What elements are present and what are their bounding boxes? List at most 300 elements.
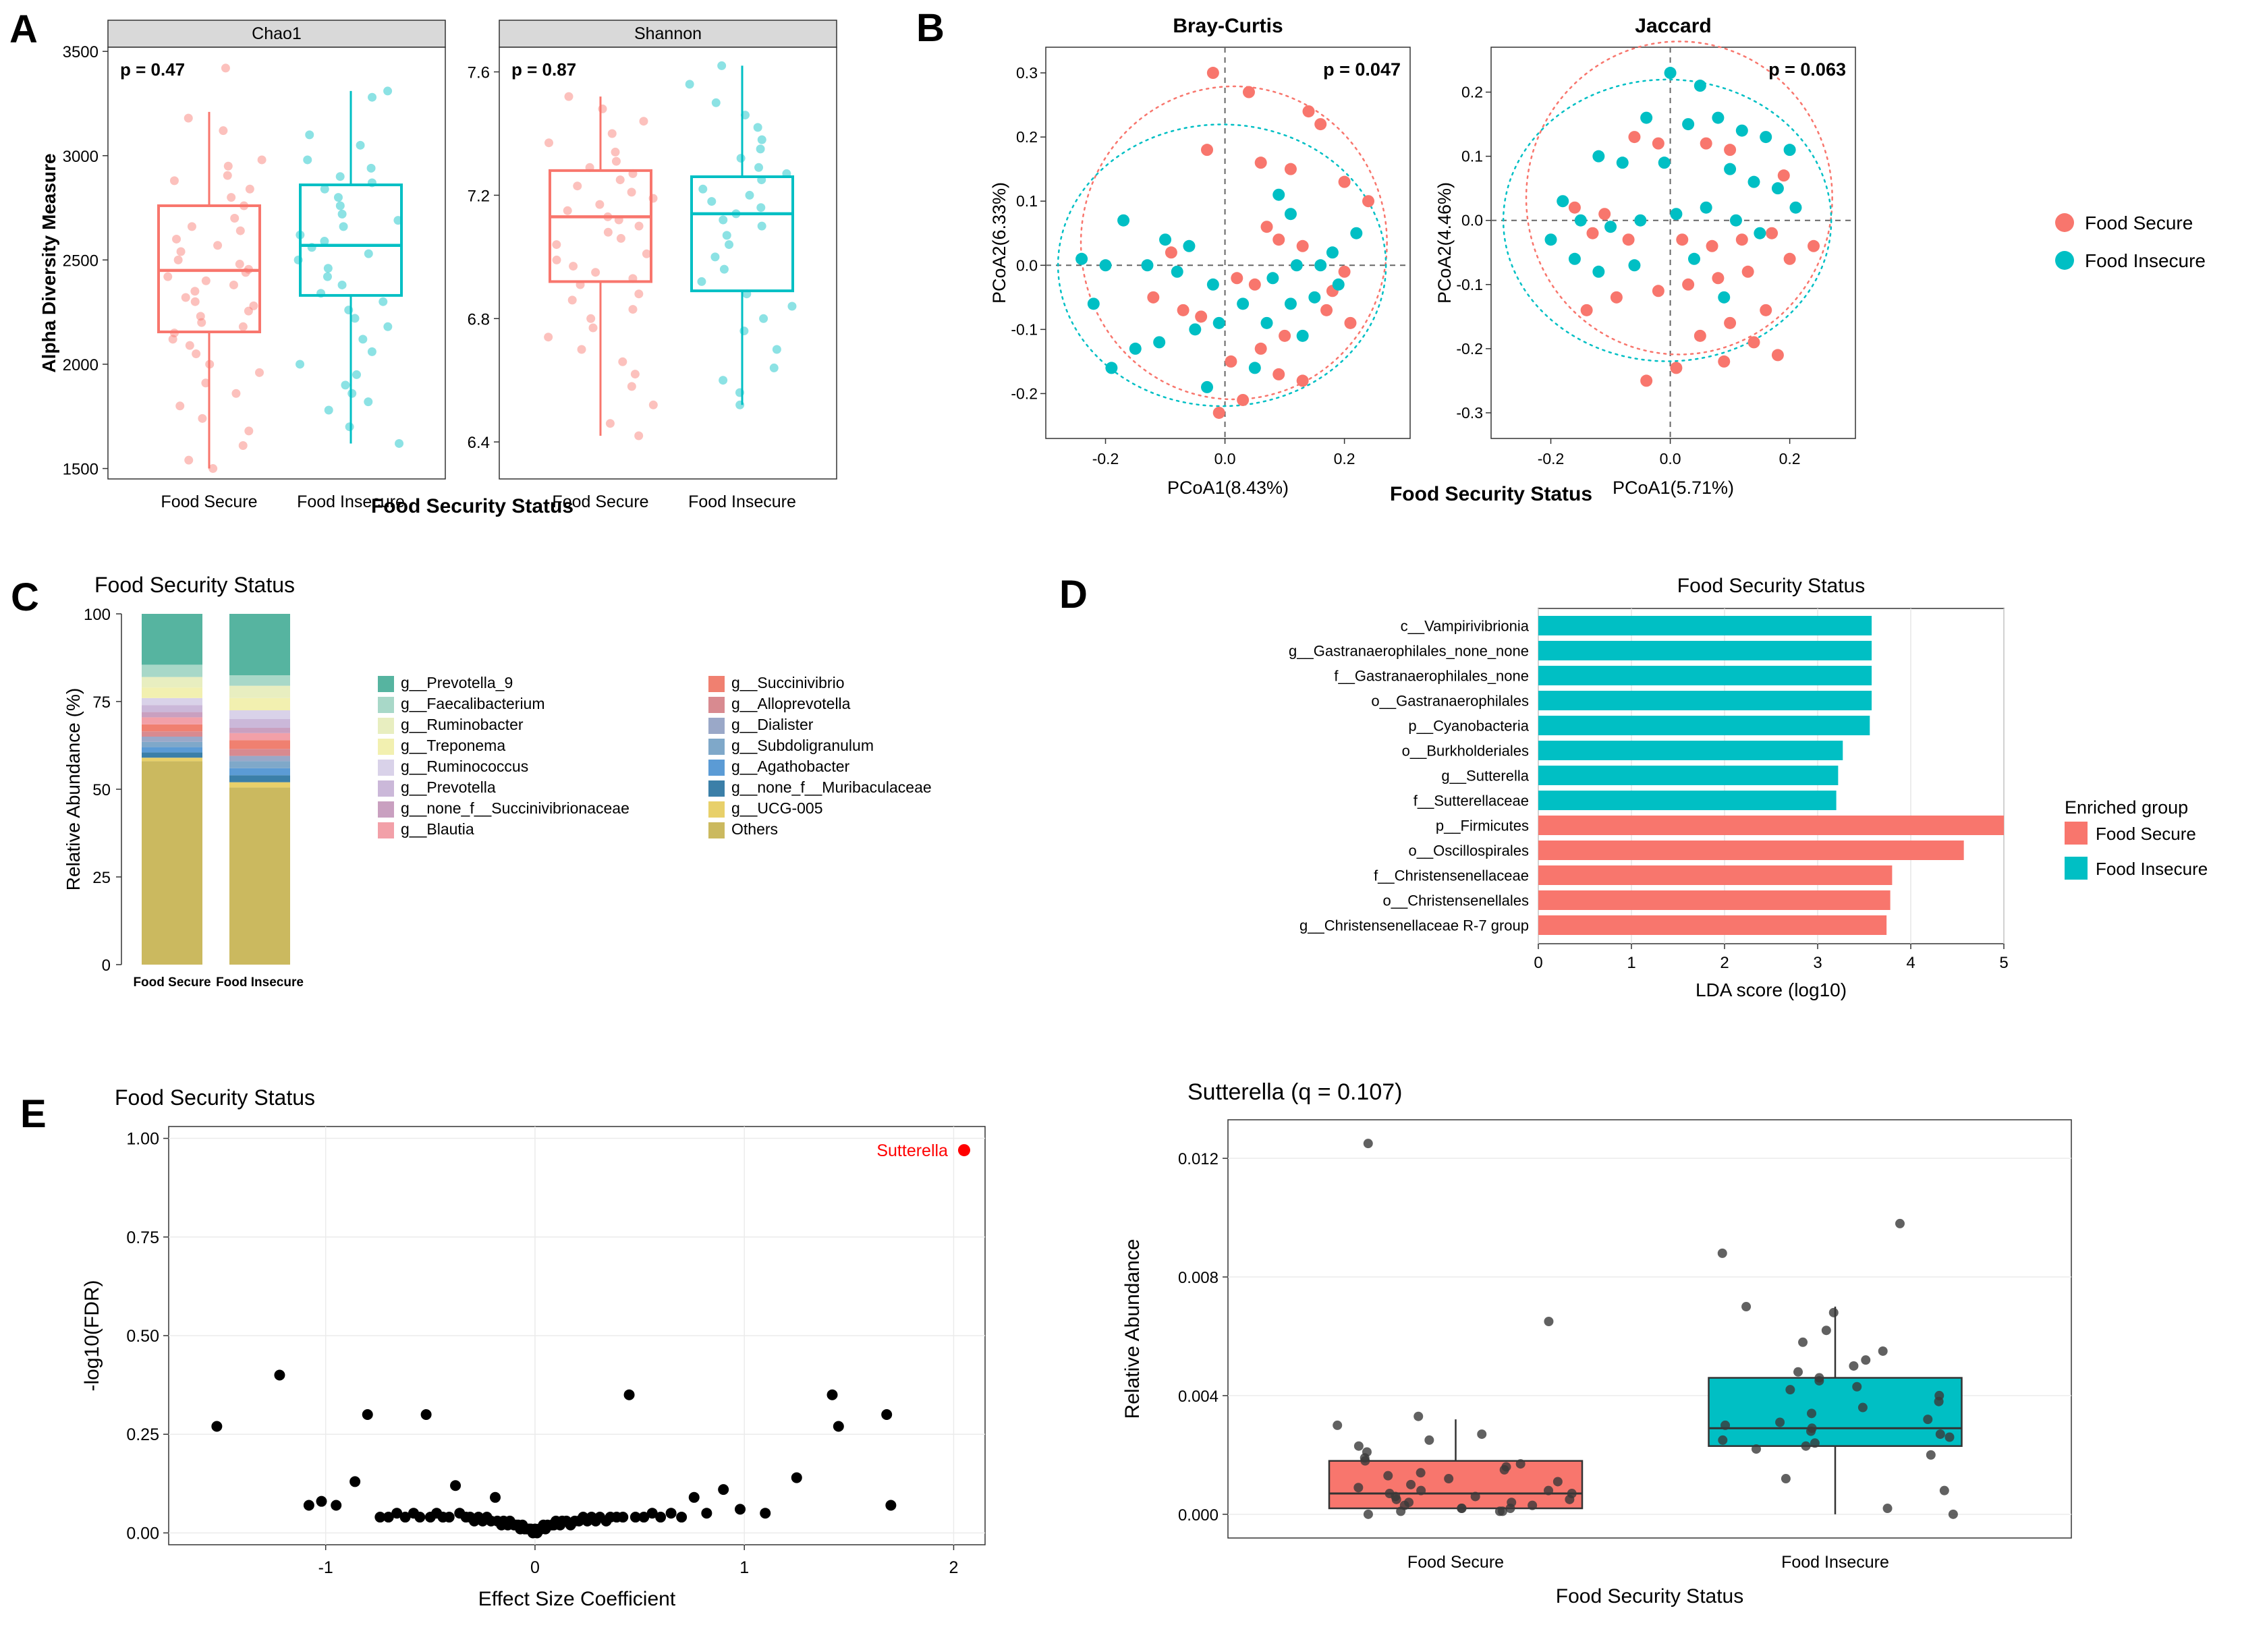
legend-swatch (378, 780, 394, 797)
legend-label: g__Faecalibacterium (401, 695, 545, 712)
legend-swatch (2055, 213, 2074, 232)
data-point (1784, 144, 1796, 156)
data-point (563, 206, 572, 215)
lda-bar (1538, 841, 1964, 860)
data-point (188, 222, 196, 231)
data-point (564, 92, 573, 101)
data-point (1926, 1450, 1936, 1460)
legend-label: g__none_f__Succinivibrionaceae (401, 799, 629, 817)
data-point (235, 260, 244, 268)
data-point (1231, 272, 1243, 284)
data-point (1586, 227, 1598, 239)
p-value-annotation: p = 0.063 (1768, 59, 1846, 80)
data-point (1724, 163, 1736, 175)
data-point (1688, 253, 1700, 265)
stack-segment (229, 710, 290, 719)
data-point (304, 1500, 314, 1511)
data-point (1760, 131, 1772, 143)
data-point (255, 368, 264, 377)
data-point (163, 273, 172, 281)
data-point (1471, 1491, 1480, 1501)
data-point (735, 1504, 746, 1514)
data-point (323, 273, 332, 281)
data-point (725, 240, 733, 249)
p-value-annotation: p = 0.047 (1323, 59, 1401, 80)
y-tick-label: 0.0 (1016, 256, 1038, 275)
legend-label: g__UCG-005 (731, 799, 823, 817)
data-point (1457, 1504, 1467, 1513)
data-point (628, 305, 637, 314)
plot-title: Bray-Curtis (1173, 15, 1283, 37)
data-point (595, 200, 604, 209)
stack-segment (229, 768, 290, 775)
data-point (723, 231, 731, 239)
data-point (1760, 304, 1772, 316)
y-tick-label: 0 (101, 957, 111, 975)
stack-segment (229, 614, 290, 675)
data-point (1360, 1456, 1370, 1466)
plot-title: Sutterella (q = 0.107) (1187, 1079, 1403, 1105)
legend-swatch (378, 760, 394, 776)
data-point (1682, 118, 1694, 130)
data-point (177, 247, 186, 256)
data-point (1500, 1465, 1509, 1475)
data-point (1201, 144, 1213, 156)
legend-label: Food Secure (2096, 824, 2196, 844)
data-point (1754, 227, 1766, 239)
data-point (170, 176, 179, 185)
data-point (1354, 1442, 1364, 1451)
data-point (362, 1409, 373, 1420)
data-point (1617, 156, 1629, 169)
data-point (236, 227, 245, 235)
data-point (1557, 195, 1569, 207)
data-point (1940, 1486, 1949, 1496)
x-axis-label: PCoA1(5.71%) (1612, 478, 1735, 498)
data-point (383, 322, 392, 331)
legend-swatch (708, 760, 725, 776)
y-tick-label: 100 (83, 606, 111, 624)
data-point (1272, 368, 1285, 380)
lda-bar (1538, 865, 1892, 885)
legend-swatch (2065, 857, 2088, 880)
data-point (1159, 233, 1171, 246)
plot-border (1046, 47, 1410, 438)
data-point (1676, 233, 1688, 246)
data-point (1798, 1338, 1808, 1347)
data-point (791, 1473, 802, 1483)
legend-swatch (378, 822, 394, 838)
box (1709, 1378, 1962, 1446)
data-point (1171, 266, 1183, 278)
data-point (1736, 125, 1748, 137)
data-point (341, 380, 349, 389)
data-point (1383, 1471, 1393, 1481)
data-point (1344, 317, 1356, 329)
y-tick-label: 6.8 (467, 310, 490, 329)
lda-bar (1538, 890, 1891, 910)
data-point (719, 216, 727, 225)
data-point (1670, 208, 1682, 220)
y-tick-label: 0.008 (1177, 1269, 1219, 1288)
data-point (490, 1492, 501, 1503)
data-point (1350, 227, 1362, 239)
data-point (1243, 86, 1255, 98)
data-point (358, 335, 367, 343)
data-point (756, 203, 765, 212)
data-point (1117, 215, 1129, 227)
x-tick-label: Food Secure (1407, 1553, 1505, 1572)
legend-label: g__Prevotella (401, 778, 496, 796)
y-axis-label: Alpha Diversity Measure (38, 153, 59, 373)
data-point (1944, 1432, 1954, 1442)
data-point (325, 405, 333, 414)
x-tick-label: -1 (318, 1558, 333, 1577)
data-point (1895, 1219, 1905, 1228)
y-tick-label: 6.4 (467, 434, 490, 453)
data-point (1640, 374, 1652, 387)
legend-swatch (378, 718, 394, 734)
data-point (1544, 1486, 1553, 1496)
y-tick-label: 0.000 (1177, 1506, 1219, 1525)
plot-title: Food Security Status (94, 573, 296, 597)
data-point (1772, 182, 1784, 194)
data-point (345, 422, 354, 431)
data-point (1700, 138, 1712, 150)
legend-label: Food Secure (2085, 212, 2193, 233)
data-point (719, 376, 727, 384)
stack-segment (229, 782, 290, 788)
data-point (754, 123, 762, 132)
data-point (1237, 394, 1249, 406)
y-tick-label: 1500 (62, 460, 99, 479)
data-point (1878, 1346, 1888, 1356)
data-point (1100, 259, 1112, 271)
data-point (1255, 343, 1267, 355)
data-point (760, 1508, 771, 1518)
x-tick-label: Food Insecure (1781, 1553, 1889, 1572)
data-point (244, 426, 253, 435)
data-point (589, 324, 598, 333)
data-point (1789, 202, 1801, 214)
data-point (676, 1512, 687, 1522)
y-tick-label: 0.1 (1461, 147, 1483, 165)
data-point (1333, 1421, 1342, 1430)
data-point (1396, 1506, 1405, 1516)
legend-swatch (378, 739, 394, 755)
lda-bar-label: c__Vampirivibrionia (1400, 617, 1529, 635)
highlight-label: Sutterella (876, 1141, 948, 1161)
y-tick-label: 0.3 (1016, 64, 1038, 82)
legend-swatch (708, 739, 725, 755)
data-point (1781, 1474, 1791, 1483)
data-point (1623, 233, 1635, 246)
data-point (717, 61, 726, 70)
data-point (1694, 330, 1706, 342)
y-tick-label: 3500 (62, 43, 99, 62)
data-point (1724, 144, 1736, 156)
panel-e-sutterella-box (1053, 1066, 2240, 1639)
data-point (1628, 131, 1640, 143)
data-point (174, 256, 183, 264)
data-point (336, 172, 345, 181)
stack-segment (229, 787, 290, 965)
data-point (1628, 259, 1640, 271)
data-point (303, 155, 312, 164)
legend-label: g__Blautia (401, 820, 474, 838)
y-axis-label: PCoA2(6.33%) (989, 181, 1009, 304)
data-point (211, 1421, 222, 1432)
x-tick-label: 0 (530, 1558, 540, 1577)
data-point (1444, 1474, 1453, 1483)
data-point (367, 164, 376, 173)
data-point (1285, 208, 1297, 220)
data-point (617, 1512, 628, 1522)
stack-segment (142, 717, 202, 724)
data-point (1810, 1438, 1820, 1448)
y-tick-label: 3000 (62, 147, 99, 166)
data-point (712, 98, 721, 107)
data-point (1297, 240, 1309, 252)
legend-label: g__Succinivibrio (731, 674, 845, 691)
legend-swatch (708, 697, 725, 713)
stack-segment (142, 687, 202, 698)
data-point (770, 364, 779, 372)
data-point (1528, 1501, 1537, 1510)
data-point (1640, 112, 1652, 124)
data-point (450, 1480, 461, 1491)
data-point (395, 439, 403, 448)
data-point (1858, 1403, 1868, 1413)
y-tick-label: 0.2 (1461, 83, 1483, 101)
data-point (1353, 1483, 1363, 1492)
data-point (710, 252, 719, 261)
data-point (639, 117, 648, 125)
stack-segment (142, 724, 202, 731)
data-point (1237, 297, 1249, 310)
data-point (1752, 1444, 1761, 1454)
x-tick-label: -0.2 (1537, 450, 1565, 467)
lda-bar (1538, 766, 1838, 785)
data-point (573, 181, 582, 190)
data-point (1297, 330, 1309, 342)
data-point (578, 345, 586, 354)
data-point (1652, 285, 1664, 297)
data-point (1406, 1480, 1416, 1489)
data-point (1297, 374, 1309, 387)
data-point (1611, 291, 1623, 304)
data-point (612, 157, 621, 166)
stack-segment (142, 747, 202, 753)
data-point (758, 136, 766, 144)
data-point (618, 358, 627, 366)
y-axis-label: -log10(FDR) (81, 1280, 103, 1392)
data-point (598, 105, 607, 113)
stack-segment (142, 712, 202, 718)
x-tick-label: 0.0 (1214, 450, 1236, 467)
data-point (1778, 169, 1790, 181)
data-point (634, 432, 643, 440)
data-point (1949, 1510, 1958, 1519)
legend-label: Others (731, 820, 779, 838)
legend-label: g__Treponema (401, 737, 506, 754)
data-point (1581, 304, 1593, 316)
stack-segment (142, 758, 202, 761)
x-tick-label: 4 (1906, 954, 1915, 972)
data-point (1718, 1435, 1727, 1445)
data-point (1213, 317, 1225, 329)
data-point (1706, 240, 1718, 252)
data-point (364, 250, 373, 258)
lda-bar (1538, 691, 1872, 710)
data-point (1784, 253, 1796, 265)
data-point (1712, 112, 1724, 124)
legend-label: g__Alloprevotella (731, 695, 851, 712)
stack-segment (229, 675, 290, 686)
legend-label: Food Insecure (2085, 250, 2206, 271)
data-point (1339, 176, 1351, 188)
data-point (1806, 1427, 1816, 1436)
stack-segment (142, 698, 202, 705)
data-point (1718, 355, 1730, 368)
data-point (1808, 240, 1820, 252)
y-tick-label: 1.00 (126, 1129, 159, 1149)
data-point (1279, 330, 1291, 342)
stack-segment (229, 761, 290, 768)
x-tick-label: Food Secure (161, 492, 258, 511)
x-tick-label: 0 (1534, 954, 1543, 972)
stack-segment (229, 733, 290, 740)
lda-bar-label: o__Christensenellales (1382, 892, 1529, 909)
y-tick-label: 0.1 (1016, 192, 1038, 210)
data-point (1592, 150, 1604, 163)
data-point (604, 228, 613, 237)
data-point (1742, 266, 1754, 278)
x-tick-label: Food Insecure (216, 975, 304, 990)
y-tick-label: 7.6 (467, 63, 490, 82)
panel-letter-e: E (20, 1092, 47, 1136)
data-point (739, 326, 748, 335)
data-point (331, 1500, 341, 1511)
legend-swatch (2065, 822, 2088, 845)
data-point (1261, 221, 1273, 233)
data-point (221, 63, 230, 72)
data-point (1718, 1249, 1727, 1258)
data-point (1129, 343, 1142, 355)
data-point (1195, 310, 1207, 322)
data-point (1936, 1429, 1945, 1439)
data-point (274, 1369, 285, 1380)
data-point (1272, 233, 1285, 246)
panel-letter-d: D (1059, 573, 1088, 617)
data-point (1553, 1477, 1563, 1486)
data-point (787, 302, 796, 311)
data-point (239, 322, 248, 331)
data-point (1670, 362, 1682, 374)
data-point (1416, 1468, 1426, 1477)
y-tick-label: -0.2 (1456, 339, 1483, 358)
x-axis-label: Food Security Status (1555, 1585, 1744, 1607)
data-point (552, 240, 561, 249)
data-point (1634, 215, 1646, 227)
legend-swatch (378, 801, 394, 818)
data-point (642, 250, 651, 258)
y-tick-label: -0.1 (1011, 320, 1038, 339)
data-point (1712, 272, 1724, 284)
data-point (1934, 1397, 1944, 1406)
data-point (172, 235, 181, 244)
y-tick-label: 2000 (62, 355, 99, 374)
data-point (718, 1484, 729, 1495)
data-point (338, 210, 347, 219)
data-point (338, 281, 347, 289)
data-point (1339, 266, 1351, 278)
lda-bar-label: o__Oscillospirales (1408, 842, 1529, 859)
lda-bar (1538, 666, 1872, 685)
data-point (368, 93, 376, 102)
data-point (635, 222, 644, 231)
data-point (1694, 80, 1706, 92)
data-point (229, 281, 238, 289)
data-point (606, 419, 615, 428)
legend-swatch (708, 780, 725, 797)
data-point (1700, 202, 1712, 214)
data-point (352, 370, 361, 379)
data-point (336, 201, 345, 210)
y-tick-label: 0.50 (126, 1327, 159, 1346)
x-axis-label: PCoA1(8.43%) (1167, 478, 1289, 498)
data-point (1748, 336, 1760, 348)
stack-segment (229, 740, 290, 749)
legend-swatch (708, 718, 725, 734)
stack-segment (142, 761, 202, 965)
data-point (634, 289, 643, 298)
data-point (616, 175, 625, 184)
data-point (827, 1390, 838, 1400)
plot-title: Jaccard (1635, 15, 1712, 37)
p-value-annotation: p = 0.87 (511, 59, 577, 80)
data-point (169, 335, 177, 343)
data-point (246, 185, 254, 194)
data-point (421, 1409, 432, 1420)
p-value-annotation: p = 0.47 (120, 59, 186, 80)
y-tick-label: -0.2 (1011, 384, 1038, 403)
data-point (1261, 317, 1273, 329)
data-point (1592, 266, 1604, 278)
data-point (1569, 253, 1581, 265)
data-point (1266, 272, 1279, 284)
data-point (1814, 1376, 1824, 1386)
x-axis-label: LDA score (log10) (1695, 979, 1847, 1000)
stack-segment (229, 775, 290, 782)
data-point (885, 1500, 896, 1511)
lda-bar-label: g__Christensenellaceae R-7 group (1299, 917, 1529, 934)
y-tick-label: 7.2 (467, 187, 490, 206)
x-tick-label: Food Insecure (688, 492, 796, 511)
data-point (756, 144, 765, 153)
data-point (1201, 381, 1213, 393)
data-point (1807, 1408, 1816, 1418)
data-point (1822, 1326, 1831, 1335)
data-point (569, 262, 578, 270)
data-point (383, 86, 392, 95)
data-point (1285, 297, 1297, 310)
lda-bar (1538, 816, 2004, 835)
data-point (1748, 176, 1760, 188)
data-point (1604, 221, 1617, 233)
panel-c-relative-abundance (40, 567, 1053, 1039)
data-point (1177, 304, 1190, 316)
